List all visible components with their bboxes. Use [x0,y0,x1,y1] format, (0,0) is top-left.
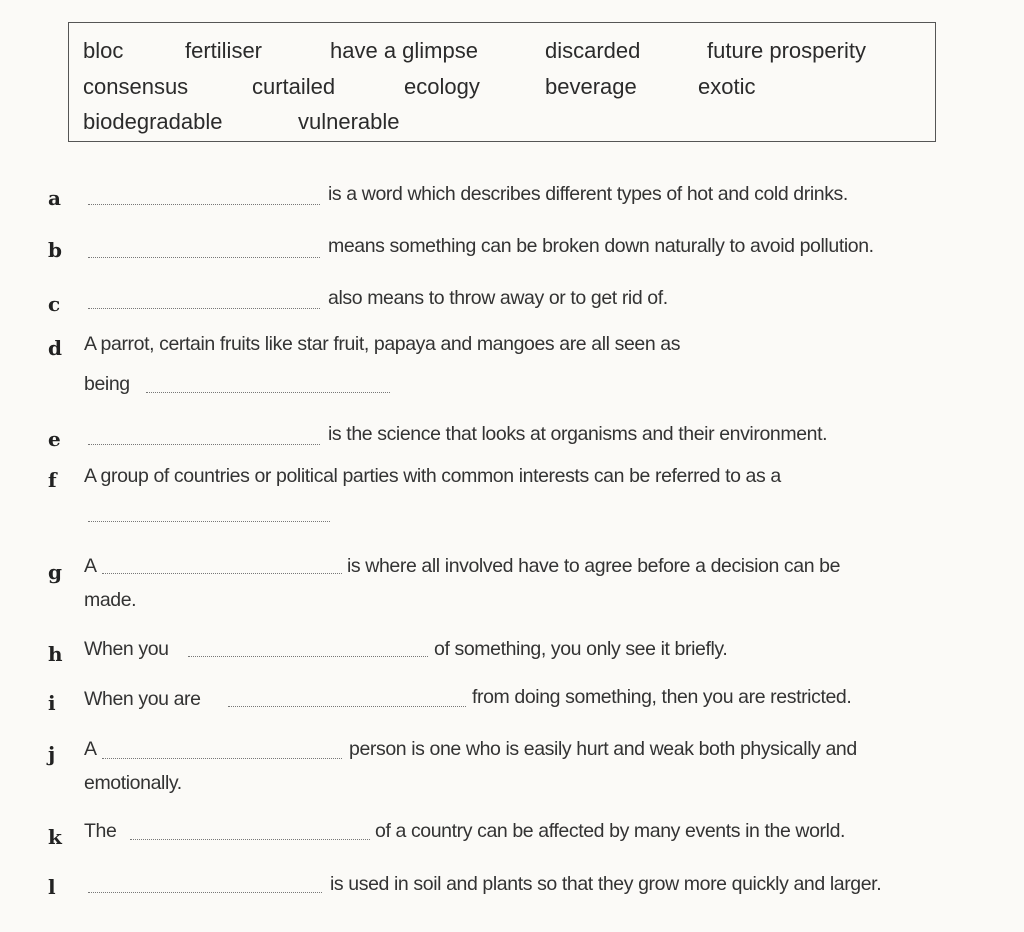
question-d-line2: being [84,373,130,395]
answer-blank-j[interactable] [102,757,342,759]
question-j-line2: emotionally. [84,772,182,794]
question-h-after: of something, you only see it briefly. [434,638,728,660]
question-g-before: A [84,555,97,577]
word-exotic: exotic [698,74,756,99]
word-bloc: bloc [83,38,124,63]
question-letter-j: j [48,742,56,766]
question-i-before: When you are [84,688,201,710]
word-vulnerable: vulnerable [298,109,400,134]
question-k-after: of a country can be affected by many events in the world. [375,820,846,842]
question-letter-e: e [48,427,61,451]
question-letter-b: b [48,238,62,262]
question-letter-a: a [48,186,61,210]
answer-blank-l[interactable] [88,891,322,893]
answer-blank-c[interactable] [88,307,320,309]
question-letter-g: g [48,560,62,584]
question-b-text: means something can be broken down naturally to avoid pollution. [328,235,874,257]
answer-blank-h[interactable] [188,655,428,657]
word-have-a-glimpse: have a glimpse [330,38,478,63]
question-g-line2: made. [84,589,137,611]
question-d-line1: A parrot, certain fruits like star fruit, papaya and mangoes are all seen as [84,333,681,355]
word-future-prosperity: future prosperity [707,38,866,63]
answer-blank-g[interactable] [102,572,342,574]
question-j-before: A [84,738,97,760]
question-j-after: person is one who is easily hurt and weak both physically and [349,738,857,760]
word-ecology: ecology [404,74,480,99]
question-letter-k: k [48,825,62,849]
question-c-text: also means to throw away or to get rid of. [328,287,668,309]
question-l-text: is used in soil and plants so that they grow more quickly and larger. [330,873,882,895]
word-curtailed: curtailed [252,74,336,99]
answer-blank-i[interactable] [228,705,466,707]
answer-blank-d[interactable] [146,391,390,393]
question-f-line1: A group of countries or political parties with common interests can be referred to as a [84,465,781,487]
answer-blank-a[interactable] [88,203,320,205]
question-a-text: is a word which describes different types of hot and cold drinks. [328,183,848,205]
answer-blank-e[interactable] [88,443,320,445]
question-letter-f: f [48,468,57,492]
word-biodegradable: biodegradable [83,109,223,134]
question-k-before: The [84,820,117,842]
answer-blank-b[interactable] [88,256,320,258]
word-fertiliser: fertiliser [185,38,263,63]
question-letter-d: d [48,336,62,360]
word-consensus: consensus [83,74,189,99]
question-h-before: When you [84,638,169,660]
question-i-after: from doing something, then you are restricted. [472,686,852,708]
word-discarded: discarded [545,38,641,63]
question-letter-l: l [48,875,56,899]
question-g-after: is where all involved have to agree before a decision can be [347,555,841,577]
question-letter-c: c [48,292,61,316]
question-letter-i: i [48,691,56,715]
answer-blank-k[interactable] [130,838,370,840]
question-letter-h: h [48,642,63,666]
question-e-text: is the science that looks at organisms and their environment. [328,423,828,445]
word-beverage: beverage [545,74,637,99]
answer-blank-f[interactable] [88,520,330,522]
